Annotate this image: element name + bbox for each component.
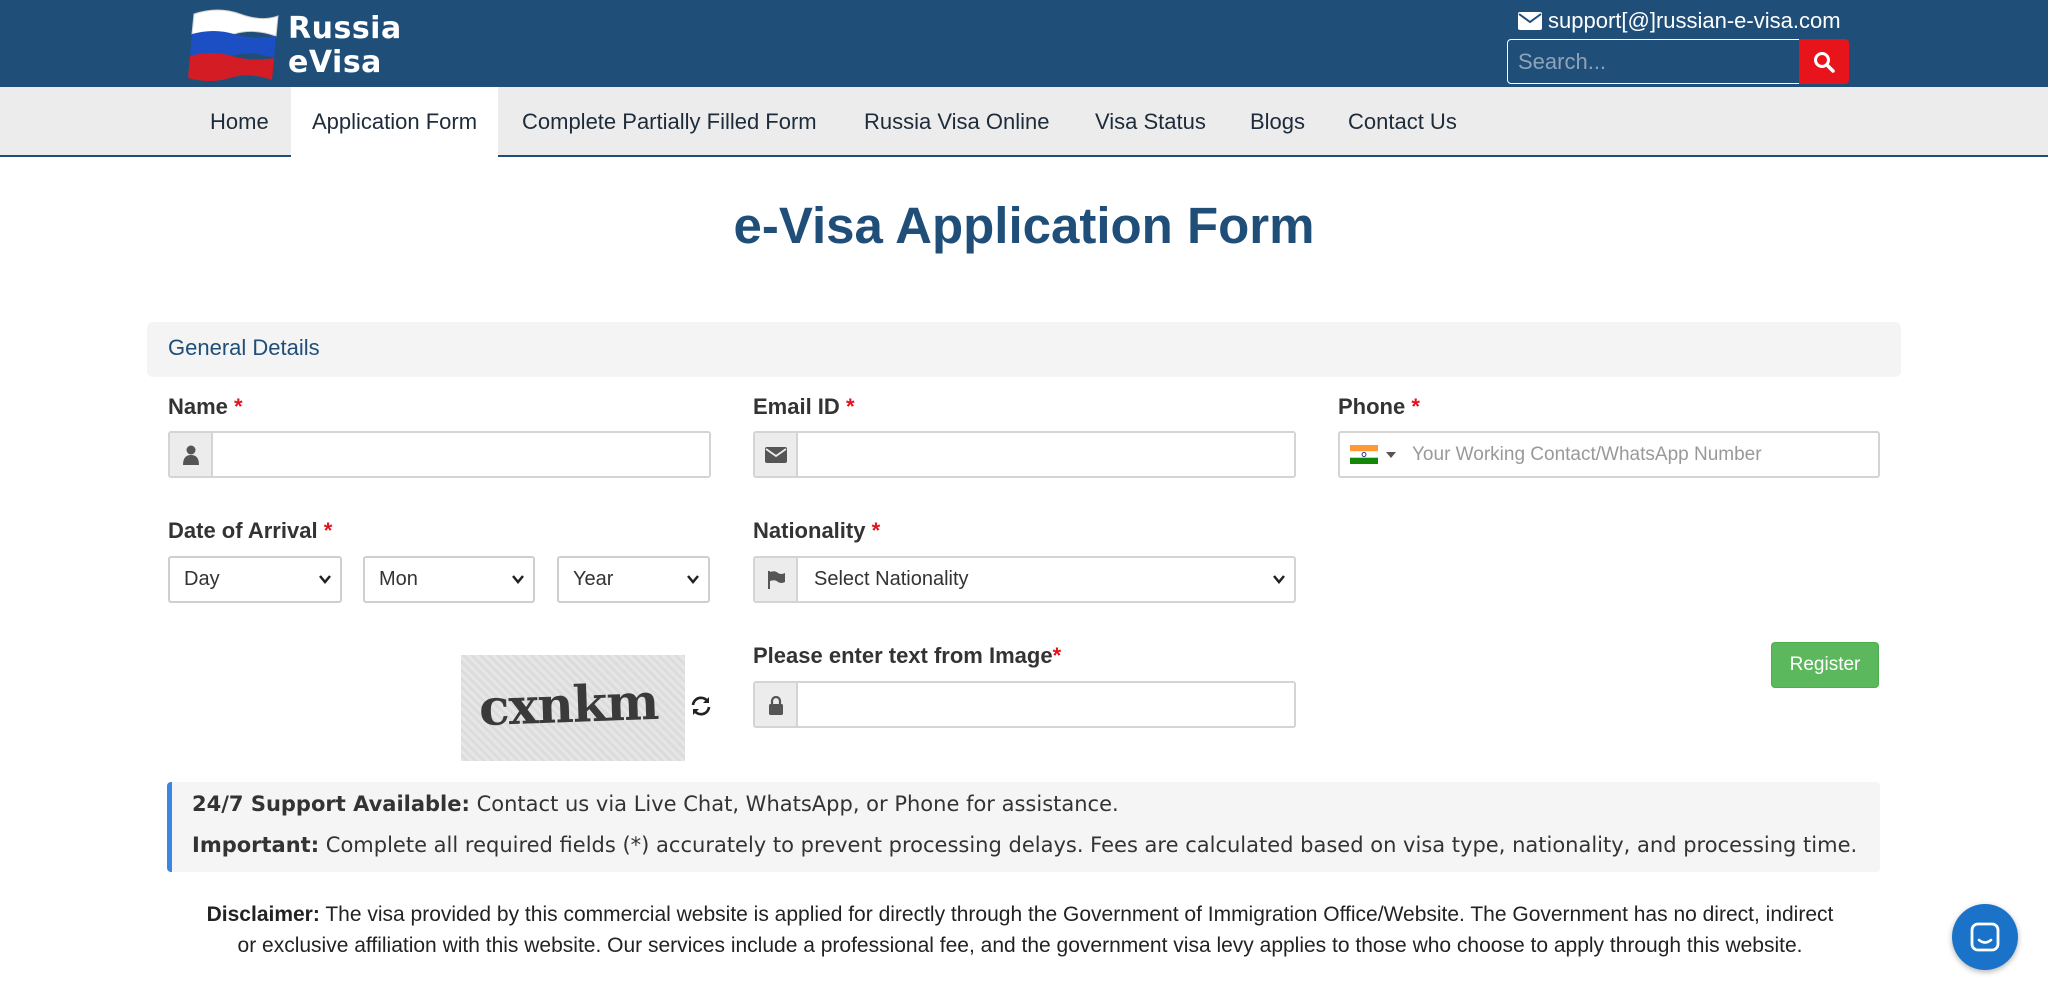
email-label [753, 394, 855, 420]
search-input[interactable] [1507, 39, 1801, 84]
nationality-label-text: Nationality [753, 518, 866, 543]
chevron-down-icon [511, 572, 525, 586]
envelope-icon [1518, 12, 1542, 30]
captcha-label-text: Please enter text from Image [753, 643, 1053, 668]
support-email[interactable] [1518, 6, 1841, 36]
email-label-text: Email ID [753, 394, 840, 419]
captcha-image [461, 655, 685, 761]
russia-flag-icon [188, 6, 280, 82]
refresh-icon[interactable] [689, 694, 713, 718]
important-note [192, 833, 1857, 857]
logo-text-russia: Russia [288, 11, 402, 46]
register-button[interactable]: Register [1771, 642, 1879, 688]
email-field-group [753, 431, 1296, 478]
section-general-details [147, 322, 1901, 377]
phone-input[interactable] [1404, 433, 1878, 476]
lock-icon [755, 683, 798, 726]
required-mark: * [1052, 643, 1062, 668]
name-field-group [168, 431, 711, 478]
chevron-down-icon [1272, 572, 1286, 586]
page-title: e-Visa Application Form [733, 197, 1315, 254]
arrival-day-value: Day [184, 568, 220, 590]
phone-field-group [1338, 431, 1880, 478]
nav-item-partial-form[interactable]: Complete Partially Filled Form [522, 109, 817, 134]
chevron-down-icon[interactable] [1386, 452, 1396, 458]
required-mark: * [871, 518, 881, 543]
arrival-label-text: Date of Arrival [168, 518, 318, 543]
support-note-text: Contact us via Live Chat, WhatsApp, or Phone for assistance. [476, 792, 1119, 816]
support-note-box [167, 782, 1880, 872]
arrival-day-select[interactable] [168, 556, 342, 603]
captcha-input[interactable] [800, 683, 1294, 726]
nav-item-contact-us[interactable]: Contact Us [1348, 109, 1457, 134]
required-mark: * [323, 518, 333, 543]
disclaimer-text: The visa provided by this commercial website is applied for directly through the Government of Immigration Office/Website. The Government has no direct, indirect or exclusive affiliation with this website. Our services include a professional fee, and the government visa levy applies to those who choose to apply through this website. [237, 903, 1834, 957]
disclaimer [200, 899, 1840, 961]
user-icon [170, 433, 213, 476]
nav-item-russia-visa-online[interactable]: Russia Visa Online [864, 109, 1050, 134]
nationality-select[interactable] [800, 558, 1294, 601]
important-note-title: Important: [192, 833, 320, 857]
chevron-down-icon [686, 572, 700, 586]
required-mark: * [234, 394, 243, 419]
nav-item-home[interactable]: Home [210, 109, 269, 134]
captcha-label [753, 643, 1061, 669]
arrival-year-select[interactable] [557, 556, 710, 603]
nationality-label [753, 518, 880, 544]
phone-label [1338, 394, 1420, 420]
india-flag-icon[interactable] [1350, 445, 1378, 464]
chat-icon [1969, 921, 2001, 953]
required-mark: * [1411, 394, 1420, 419]
chevron-down-icon [318, 572, 332, 586]
phone-label-text: Phone [1338, 394, 1406, 419]
arrival-month-select[interactable] [363, 556, 535, 603]
arrival-label [168, 518, 332, 544]
search-bar [1507, 39, 1849, 84]
important-note-text: Complete all required fields (*) accurately to prevent processing delays. Fees are calculated based on visa type, nationality, and processing time. [325, 833, 1858, 857]
arrival-year-value: Year [573, 568, 614, 590]
nationality-field-group [753, 556, 1296, 603]
nav-item-visa-status[interactable]: Visa Status [1095, 109, 1206, 134]
nav-item-blogs[interactable]: Blogs [1250, 109, 1306, 134]
required-mark: * [845, 394, 855, 419]
search-button[interactable] [1799, 39, 1849, 84]
captcha-text: cxnkm [478, 671, 660, 738]
email-input[interactable] [800, 433, 1294, 476]
nationality-value: Select Nationality [814, 568, 969, 590]
support-note-title: 24/7 Support Available: [192, 792, 470, 816]
site-logo[interactable] [188, 6, 403, 82]
support-note [192, 792, 1119, 816]
disclaimer-title: Disclaimer: [206, 903, 320, 926]
logo-text-evisa: eVisa [288, 45, 382, 80]
envelope-icon [755, 433, 798, 476]
section-title: General Details [168, 335, 320, 360]
nav-item-application-form[interactable]: Application Form [291, 87, 498, 157]
arrival-month-value: Mon [379, 568, 418, 590]
search-icon [1813, 51, 1835, 73]
support-email-text: support[@]russian-e-visa.com [1548, 8, 1841, 33]
name-label-text: Name [168, 394, 228, 419]
name-input[interactable] [215, 433, 709, 476]
name-label [168, 394, 243, 420]
main-nav [0, 87, 2048, 157]
captcha-field-group [753, 681, 1296, 728]
top-header [0, 0, 2048, 87]
live-chat-button[interactable] [1952, 904, 2018, 970]
flag-icon [755, 558, 798, 601]
